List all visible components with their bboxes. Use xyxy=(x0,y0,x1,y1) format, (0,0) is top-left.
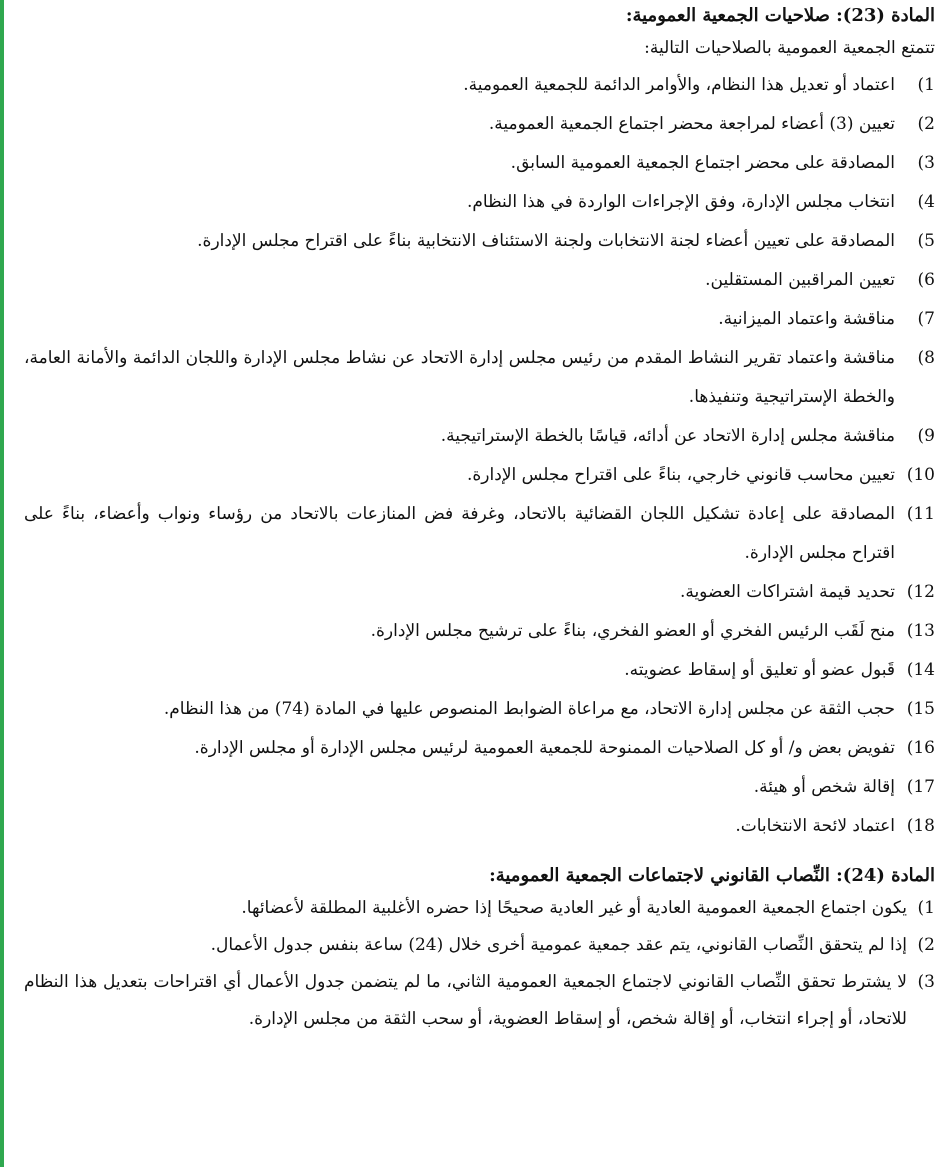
item-text: لا يشترط تحقق النِّصاب القانوني لاجتماع الجمعية العمومية الثاني، ما لم يتضمن جدول الأعمال أي اقتراحات بتعديل هذا النظام للاتحاد، أو إجراء انتخاب، أو إقالة شخص، أو إسقاط العضوية، أو سحب الثقة من مجلس الإدارة. xyxy=(24,972,907,1029)
item-text: مناقشة واعتماد الميزانية. xyxy=(718,309,895,329)
article-24-item-2 xyxy=(24,927,935,964)
article-23-intro: تتمتع الجمعية العمومية بالصلاحيات التالية: xyxy=(644,38,935,58)
item-text: تفويض بعض و/ أو كل الصلاحيات الممنوحة للجمعية العمومية لرئيس مجلس الإدارة أو مجلس الإدارة. xyxy=(194,738,895,758)
item-text: إقالة شخص أو هيئة. xyxy=(753,777,895,797)
item-text: اعتماد أو تعديل هذا النظام، والأوامر الدائمة للجمعية العمومية. xyxy=(463,75,895,95)
item-number: 15) xyxy=(906,699,935,719)
article-23-item-17 xyxy=(24,768,935,807)
item-text: المصادقة على تعيين أعضاء لجنة الانتخابات ولجنة الاستئناف الانتخابية بناءً على اقتراح مجلس الإدارة. xyxy=(197,231,895,251)
item-text: تحديد قيمة اشتراكات العضوية. xyxy=(679,582,895,602)
article-24-item-1 xyxy=(24,890,935,927)
item-text: مناقشة واعتماد تقرير النشاط المقدم من رئيس مجلس إدارة الاتحاد عن نشاط مجلس الإدارة واللجان الدائمة والأمانة العامة، والخطة الإستراتيجية وتنفيذها. xyxy=(24,348,895,407)
article-23-item-6 xyxy=(24,261,935,300)
item-number: 14) xyxy=(906,660,935,680)
article-24-list xyxy=(24,890,935,1038)
item-text: إذا لم يتحقق النِّصاب القانوني، يتم عقد جمعية عمومية أخرى خلال (24) ساعة بنفس جدول الأعمال. xyxy=(210,935,907,955)
item-number: 10) xyxy=(906,465,935,485)
article-23-item-5 xyxy=(24,222,935,261)
article-23-item-4 xyxy=(24,183,935,222)
item-number: 3) xyxy=(917,972,935,992)
item-text: مناقشة مجلس إدارة الاتحاد عن أدائه، قياسًا بالخطة الإستراتيجية. xyxy=(440,426,895,446)
item-text: حجب الثقة عن مجلس إدارة الاتحاد، مع مراعاة الضوابط المنصوص عليها في المادة (74) من هذا النظام. xyxy=(163,699,895,719)
item-number: 6) xyxy=(917,270,935,290)
item-number: 9) xyxy=(917,426,935,446)
article-23-item-8 xyxy=(24,339,935,417)
article-23-item-14 xyxy=(24,651,935,690)
article-23-item-15 xyxy=(24,690,935,729)
item-text: تعيين (3) أعضاء لمراجعة محضر اجتماع الجمعية العمومية. xyxy=(488,114,895,134)
article-24-title: المادة (24): النِّصاب القانوني لاجتماعات الجمعية العمومية: xyxy=(489,865,935,886)
article-23-item-13 xyxy=(24,612,935,651)
item-text: المصادقة على محضر اجتماع الجمعية العمومية السابق. xyxy=(510,153,895,173)
item-number: 7) xyxy=(917,309,935,329)
article-23-item-10 xyxy=(24,456,935,495)
item-number: 17) xyxy=(906,777,935,797)
item-number: 18) xyxy=(906,816,935,836)
item-number: 3) xyxy=(917,153,935,173)
item-number: 2) xyxy=(917,114,935,134)
item-number: 5) xyxy=(917,231,935,251)
page-border-accent xyxy=(0,0,4,1167)
item-text: قَبول عضو أو تعليق أو إسقاط عضويته. xyxy=(624,660,895,680)
article-23-item-16 xyxy=(24,729,935,768)
article-23-item-2 xyxy=(24,105,935,144)
item-number: 2) xyxy=(917,935,935,955)
item-text: تعيين محاسب قانوني خارجي، بناءً على اقتراح مجلس الإدارة. xyxy=(467,465,895,485)
article-24-item-3 xyxy=(24,964,935,1038)
item-number: 16) xyxy=(906,738,935,758)
item-number: 12) xyxy=(906,582,935,602)
item-number: 1) xyxy=(917,75,935,95)
article-23-item-11 xyxy=(24,495,935,573)
item-number: 8) xyxy=(917,348,935,368)
item-text: اعتماد لائحة الانتخابات. xyxy=(735,816,895,836)
item-number: 11) xyxy=(906,504,935,524)
item-text: يكون اجتماع الجمعية العمومية العادية أو غير العادية صحيحًا إذا حضره الأغلبية المطلقة لأعضائها. xyxy=(241,898,907,918)
article-24 xyxy=(24,862,935,1038)
article-23-item-7 xyxy=(24,300,935,339)
article-23-title: المادة (23): صلاحيات الجمعية العمومية: xyxy=(625,5,935,26)
article-23-item-1 xyxy=(24,66,935,105)
article-23 xyxy=(24,2,935,846)
item-number: 13) xyxy=(906,621,935,641)
document-body xyxy=(24,2,935,1038)
article-23-list xyxy=(24,66,935,846)
article-23-item-18 xyxy=(24,807,935,846)
item-text: المصادقة على إعادة تشكيل اللجان القضائية بالاتحاد، وغرفة فض المنازعات بالاتحاد من رؤساء ونواب وأعضاء، بناءً على اقتراح مجلس الإدارة. xyxy=(24,504,895,563)
article-23-item-3 xyxy=(24,144,935,183)
article-23-item-9 xyxy=(24,417,935,456)
item-text: تعيين المراقبين المستقلين. xyxy=(705,270,895,290)
item-number: 4) xyxy=(917,192,935,212)
item-number: 1) xyxy=(917,898,935,918)
item-text: منح لَقَب الرئيس الفخري أو العضو الفخري، بناءً على ترشيح مجلس الإدارة. xyxy=(370,621,895,641)
item-text: انتخاب مجلس الإدارة، وفق الإجراءات الواردة في هذا النظام. xyxy=(466,192,895,212)
article-23-item-12 xyxy=(24,573,935,612)
